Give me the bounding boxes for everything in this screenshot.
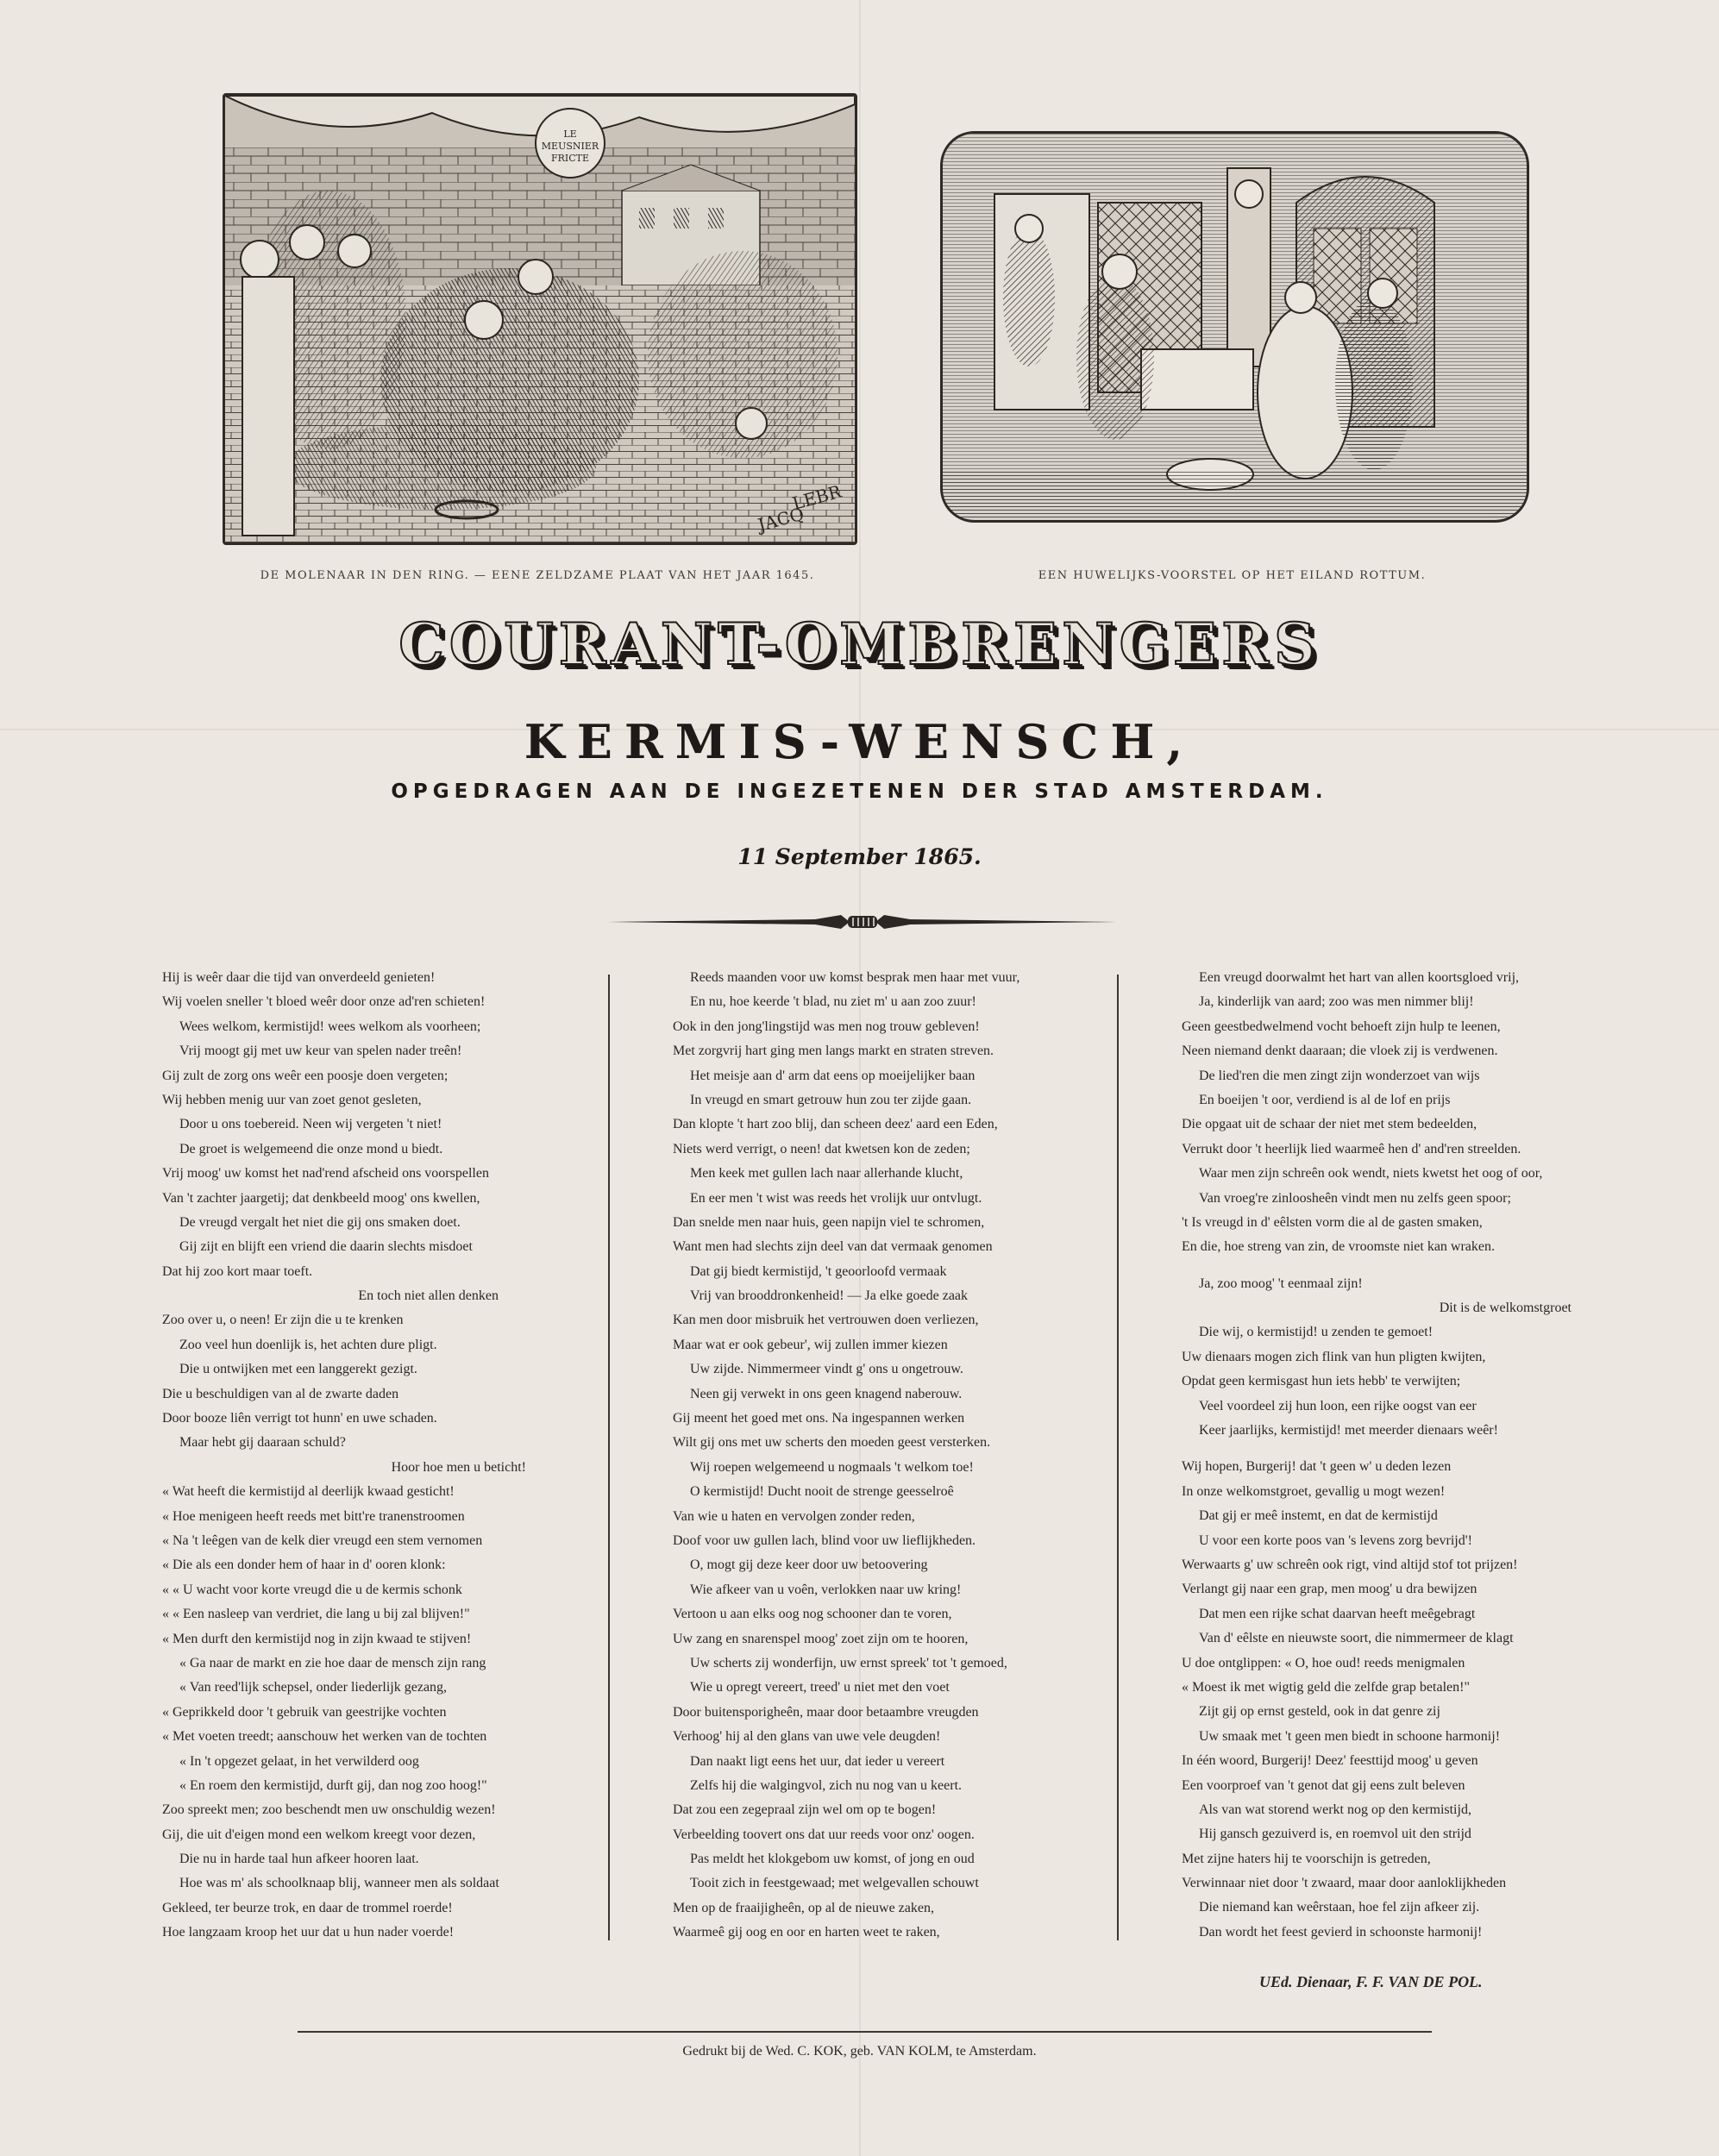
poem-line: « Wat heeft die kermistijd al deerlijk kwaad gesticht! — [162, 1484, 455, 1500]
bottom-rule — [298, 2031, 1432, 2033]
poem-line: « Na 't leêgen van de kelk dier vreugd een stem vernomen — [162, 1532, 483, 1548]
poem-line: Van d' eêlste en nieuwste soort, die nimmermeer de klagt — [1199, 1631, 1514, 1646]
poem-line: Zelfs hij die walgingvol, zich nu nog van u keert. — [690, 1777, 963, 1793]
poem-line: Dit is de welkomstgroet — [1439, 1300, 1572, 1316]
poem-line: Gekleed, ter beurze trok, en daar de trommel roerde! — [162, 1900, 453, 1915]
poem-line: Dat zou een zegepraal zijn wel om op te bogen! — [673, 1802, 937, 1818]
page-subtitle: KERMIS-WENSCH, — [524, 714, 1195, 769]
poem-line: Van wie u haten en vervolgen zonder reden, — [673, 1508, 915, 1524]
poem-line: « Ga naar de markt en zie hoe daar de mensch zijn rang — [179, 1655, 486, 1670]
svg-text:FRICTE: FRICTE — [550, 153, 590, 164]
poem-line: Zoo veel hun doenlijk is, het achten dure pligt. — [179, 1337, 437, 1352]
poem-line: « « U wacht voor korte vreugd die u de kermis schonk — [162, 1582, 462, 1597]
poem-line: Zoo over u, o neen! Er zijn die u te krenken — [162, 1313, 404, 1328]
poem-column-left — [162, 966, 533, 1946]
poem-line: Het meisje aan d' arm dat eens op moeijelijker baan — [690, 1068, 976, 1083]
poem-line: Uw scherts zij wonderfijn, uw ernst spreek' tot 't gemoed, — [690, 1655, 1007, 1670]
poem-line: Ja, kinderlijk van aard; zoo was men nimmer blij! — [1199, 994, 1474, 1010]
poem-line: Dan wordt het feest gevierd in schoonste harmonij! — [1199, 1924, 1483, 1940]
poem-line: Hoor hoe men u beticht! — [391, 1459, 526, 1475]
poem-line: Pas meldt het klokgebom uw komst, of jong en oud — [690, 1852, 975, 1867]
poem-line: Neen niemand denkt daaraan; die vloek zij is verdwenen. — [1182, 1044, 1498, 1059]
poem-line: In één woord, Burgerij! Deez' feesttijd moog' u geven — [1182, 1753, 1478, 1769]
poem-line: Vertoon u aan elks oog nog schooner dan te voren, — [673, 1607, 952, 1622]
poem-line: Ja, zoo moog' 't eenmaal zijn! — [1199, 1275, 1363, 1291]
poem-line: Dat men een rijke schat daarvan heeft meêgebragt — [1199, 1606, 1476, 1621]
poem-column-middle — [673, 966, 1070, 1946]
caption-left: DE MOLENAAR IN DEN RING. — EENE ZELDZAME PLAAT VAN HET JAAR 1645. — [260, 569, 815, 582]
column-divider — [608, 975, 610, 1940]
poem-line: O kermistijd! Ducht nooit de strenge geesselroê — [690, 1484, 954, 1500]
poem-line: Wij hopen, Burgerij! dat 't geen w' u deden lezen — [1182, 1459, 1452, 1475]
poem-line: En eer men 't wist was reeds het vrolijk uur ontvlugt. — [690, 1190, 982, 1206]
poem-line: Hoe langzaam kroop het uur dat u hun nader voerde! — [162, 1925, 455, 1940]
poem-line: Vrij van brooddronkenheid! — Ja elke goede zaak — [690, 1288, 969, 1304]
poem-line: Wie u opregt vereert, treed' u niet met den voet — [690, 1680, 950, 1695]
poem-line: Wij hebben menig uur van zoet genot gesleten, — [162, 1092, 422, 1107]
poem-line: Vrij moogt gij met uw keur van spelen nader treên! — [179, 1044, 462, 1059]
poem-line: Veel voordeel zij hun loon, een rijke oogst van eer — [1199, 1398, 1477, 1413]
poem-line: Kan men door misbruik het vertrouwen doen verliezen, — [673, 1313, 979, 1328]
poem-line: « Moest ik met wigtig geld die zelfde grap betalen!" — [1182, 1679, 1470, 1695]
poem-line: Met zijne haters hij te voorschijn is getreden, — [1182, 1851, 1431, 1866]
poem-line: Uw zijde. Nimmermeer vindt g' ons u ongetrouw. — [690, 1362, 963, 1377]
poem-line: Reeds maanden voor uw komst besprak men haar met vuur, — [690, 970, 1020, 985]
poem-line: « Hoe menigeen heeft reeds met bitt're tranenstroomen — [162, 1508, 465, 1524]
ornamental-divider — [608, 912, 1117, 931]
date: 11 September 1865. — [737, 844, 982, 869]
poem-line: Die u ontwijken met een langgerekt gezigt. — [179, 1362, 417, 1377]
poem-line: Waar men zijn schreên ook wendt, niets kwetst het oog of oor, — [1199, 1166, 1543, 1181]
poem-line: In vreugd en smart getrouw hun zou ter zijde gaan. — [690, 1092, 972, 1107]
poem-line: Niets werd verrigt, o neen! dat kwetsen kon de zeden; — [673, 1141, 970, 1156]
poem-column-right — [1182, 966, 1578, 1945]
poem-line: De lied'ren die men zingt zijn wonderzoet van wijs — [1199, 1068, 1480, 1083]
poem-line: Een vreugd doorwalmt het hart van allen koortsgloed vrij, — [1199, 970, 1520, 985]
poem-line: « « Een nasleep van verdriet, die lang u bij zal blijven!" — [162, 1607, 470, 1622]
poem-line: Door booze liên verrigt tot hunn' en uwe schaden. — [162, 1411, 437, 1426]
poem-line: Gij meent het goed met ons. Na ingespannen werken — [673, 1411, 965, 1426]
poem-line: Wij voelen sneller 't bloed weêr door onze ad'ren schieten! — [162, 994, 486, 1010]
poem-line: Door u ons toebereid. Neen wij vergeten 't niet! — [179, 1117, 442, 1132]
dedication: OPGEDRAGEN AAN DE INGEZETENEN DER STAD AMSTERDAM. — [391, 780, 1328, 803]
poem-line: Gij, die uit d'eigen mond een welkom kreegt voor dezen, — [162, 1827, 476, 1842]
poem-line: Hij is weêr daar die tijd van onverdeeld genieten! — [162, 970, 436, 985]
poem-line: En toch niet allen denken — [358, 1288, 499, 1304]
poem-line: Maar hebt gij daaraan schuld? — [179, 1435, 346, 1451]
poem-line: Wees welkom, kermistijd! wees welkom als voorheen; — [179, 1018, 481, 1034]
caption-right: EEN HUWELIJKS-VOORSTEL OP HET EILAND ROTTUM. — [1038, 569, 1427, 582]
poem-line: En boeijen 't oor, verdiend is al de lof en prijs — [1199, 1092, 1451, 1107]
poem-line: Dan snelde men naar huis, geen napijn viel te schromen, — [673, 1214, 985, 1230]
poem-line: Hij gansch gezuiverd is, en roemvol uit den strijd — [1199, 1827, 1471, 1842]
poem-line: Men keek met gullen lach naar allerhande klucht, — [690, 1166, 963, 1181]
poem-line: De groet is welgemeend die onze mond u biedt. — [179, 1141, 443, 1156]
poem-line: Wie afkeer van u voên, verlokken naar uw kring! — [690, 1582, 962, 1597]
poem-line: Als van wat storend werkt nog op den kermistijd, — [1199, 1802, 1471, 1817]
poem-line: Die nu in harde taal hun afkeer hooren laat. — [179, 1852, 419, 1867]
poem-line: Die wij, o kermistijd! u zenden te gemoet! — [1199, 1325, 1434, 1340]
engraving-marriage-proposal — [940, 131, 1529, 523]
poem-line: Dat hij zoo kort maar toeft. — [162, 1263, 313, 1279]
poem-line: Wilt gij ons met uw scherts den moeden geest versterken. — [673, 1435, 991, 1451]
poem-line: Verlangt gij naar een grap, men moog' u dra bewijzen — [1182, 1582, 1477, 1597]
poem-line: U doe ontglippen: « O, hoe oud! reeds menigmalen — [1182, 1655, 1465, 1670]
poem-line: « In 't opgezet gelaat, in het verwilderd oog — [179, 1753, 419, 1769]
poem-line: De vreugd vergalt het niet die gij ons smaken doet. — [179, 1214, 461, 1230]
poem-line: Tooit zich in feestgewaad; met welgevallen schouwt — [690, 1876, 979, 1891]
poem-line: Want men had slechts zijn deel van dat vermaak genomen — [673, 1239, 993, 1255]
poem-line: Dat gij biedt kermistijd, 't geoorloofd vermaak — [690, 1263, 947, 1279]
poem-line: In onze welkomstgroet, gevallig u mogt wezen! — [1182, 1483, 1446, 1499]
poem-line: Gij zijt en blijft een vriend die daarin slechts misdoet — [179, 1239, 473, 1255]
poem-line: En die, hoe streng van zin, de vroomste niet kan wraken. — [1182, 1239, 1495, 1255]
poem-line: Uw dienaars mogen zich flink van hun pligten kwijten, — [1182, 1349, 1486, 1364]
page-title: COURANT-OMBRENGERS — [398, 611, 1321, 678]
engraving-miller-in-ring — [223, 93, 857, 545]
poem-line: Uw zang en snarenspel moog' zoet zijn om te hooren, — [673, 1631, 969, 1646]
poem-line: Waarmeê gij oog en oor en harten weet te raken, — [673, 1925, 940, 1940]
poem-line: En nu, hoe keerde 't blad, nu ziet m' u aan zoo zuur! — [690, 994, 976, 1010]
poem-line: « Met voeten treedt; aanschouw het werken van de tochten — [162, 1729, 487, 1745]
poem-line: Zoo spreekt men; zoo beschendt men uw onschuldig wezen! — [162, 1802, 496, 1818]
poem-line: Keer jaarlijks, kermistijd! met meerder dienaars weêr! — [1199, 1423, 1498, 1438]
column-divider — [1117, 975, 1119, 1940]
svg-text:MEUSNIER: MEUSNIER — [541, 141, 599, 152]
poem-line: « Geprikkeld door 't gebruik van geestrijke vochten — [162, 1704, 447, 1720]
poem-line: Die niemand kan weêrstaan, hoe fel zijn afkeer zij. — [1199, 1900, 1480, 1915]
poem-line: « En roem den kermistijd, durft gij, dan nog zoo hoog!" — [179, 1777, 487, 1793]
poem-line: Van 't zachter jaargetij; dat denkbeeld moog' ons kwellen, — [162, 1190, 480, 1206]
poem-line: Een voorproef van 't genot dat gij eens zult beleven — [1182, 1777, 1465, 1793]
poem-line: 't Is vreugd in d' eêlsten vorm die al de gasten smaken, — [1182, 1214, 1483, 1230]
poem-line: Hoe was m' als schoolknaap blij, wanneer men als soldaat — [179, 1876, 499, 1891]
poem-line: Uw smaak met 't geen men biedt in schoone harmonij! — [1199, 1728, 1501, 1744]
poem-line: Doof voor uw gullen lach, blind voor uw lieflijkheden. — [673, 1532, 976, 1548]
poem-line: Neen gij verwekt in ons geen knagend naberouw. — [690, 1386, 963, 1401]
poem-line: Verbeelding toovert ons dat uur reeds voor onz' oogen. — [673, 1827, 975, 1842]
poem-line: Werwaarts g' uw schreên ook rigt, vind altijd stof tot prijzen! — [1182, 1557, 1518, 1572]
poem-line: Die opgaat uit de schaar der niet met stem bedeelden, — [1182, 1117, 1477, 1132]
svg-text:LEBR: LEBR — [790, 480, 844, 514]
poem-line: « Die als een donder hem of haar in d' ooren klonk: — [162, 1557, 446, 1573]
poem-line: Opdat geen kermisgast hun iets hebb' te verwijten; — [1182, 1374, 1461, 1389]
poem-line: Verhoog' hij al den glans van uwe vele deugden! — [673, 1729, 941, 1745]
poem-line: Wij roepen welgemeend u nogmaals 't welkom toe! — [690, 1459, 974, 1475]
poem-line: Verrukt door 't heerlijk lied waarmeê hen d' and'ren streelden. — [1182, 1141, 1521, 1156]
poem-line: Geen geestbedwelmend vocht behoeft zijn hulp te leenen, — [1182, 1018, 1501, 1034]
poem-line: Met zorgvrij hart ging men langs markt en straten streven. — [673, 1044, 994, 1059]
poem-line: Men op de fraaijigheên, op al de nieuwe zaken, — [673, 1900, 934, 1915]
poem-line: Zijt gij op ernst gesteld, ook in dat genre zij — [1199, 1704, 1440, 1720]
poem-line: Dat gij er meê instemt, en dat de kermistijd — [1199, 1508, 1438, 1524]
poem-line: Dan klopte 't hart zoo blij, dan scheen deez' aard een Eden, — [673, 1117, 998, 1132]
poem-line: « Men durft den kermistijd nog in zijn kwaad te stijven! — [162, 1631, 472, 1646]
poem-line: Ook in den jong'lingstijd was men nog trouw gebleven! — [673, 1018, 980, 1034]
svg-text:LE: LE — [563, 128, 577, 140]
poem-line: Die u beschuldigen van al de zwarte daden — [162, 1386, 399, 1401]
svg-text:JACQ: JACQ — [756, 503, 806, 536]
poem-line: Van vroeg're zinloosheên vindt men nu zelfs geen spoor; — [1199, 1190, 1511, 1206]
poem-line: Verwinnaar niet door 't zwaard, maar door aanloklijkheden — [1182, 1876, 1507, 1891]
poem-line: Dan naakt ligt eens het uur, dat ieder u vereert — [690, 1753, 945, 1769]
poem-line: O, mogt gij deze keer door uw betoovering — [690, 1557, 928, 1573]
poem-line: Door buitensporigheên, maar door betaambre vreugden — [673, 1704, 979, 1720]
poem-line: U voor een korte poos van 's levens zorg bevrijd'! — [1199, 1532, 1472, 1548]
poem-line: « Van reed'lijk schepsel, onder liederlijk gezang, — [179, 1680, 448, 1695]
poem-line: Vrij moog' uw komst het nad'rend afscheid ons voorspellen — [162, 1166, 489, 1181]
poem-line: Gij zult de zorg ons weêr een poosje doen vergeten; — [162, 1068, 449, 1083]
signature: UEd. Dienaar, F. F. VAN DE POL. — [1259, 1973, 1483, 1990]
poem-line: Maar wat er ook gebeur', wij zullen immer kiezen — [673, 1337, 948, 1352]
printer-imprint: Gedrukt bij de Wed. C. KOK, geb. VAN KOLM, te Amsterdam. — [682, 2044, 1037, 2059]
